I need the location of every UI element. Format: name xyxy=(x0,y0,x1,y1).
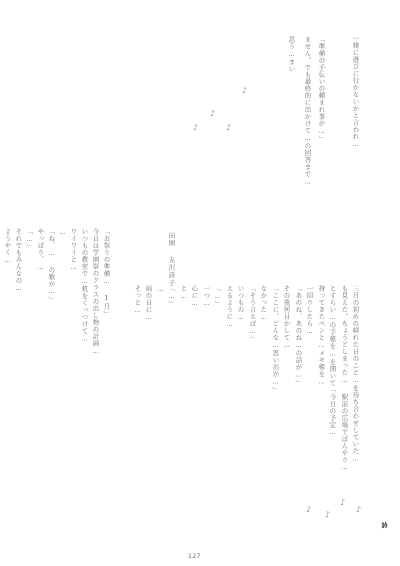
upper-note-3: ♪ xyxy=(210,109,216,118)
upper-column-3: 「準備の手伝いの頼まれ事が…」 xyxy=(317,36,326,143)
left-column-5: … xyxy=(58,228,67,237)
upper-note-4: ♪ xyxy=(193,123,199,132)
right-column-7: その後何日かして… xyxy=(282,285,291,350)
left-column-8: 「…」 xyxy=(25,228,34,251)
right-column-2: も見えた。ちょうどしまった… 駅前の広場でぼんやり… xyxy=(340,285,349,472)
upper-column-4: ません。でも最終的に出かけて…の回答まで… xyxy=(303,36,312,187)
left-column-2: 今日は学園祭のクラスの出し物の計画… xyxy=(91,228,100,356)
right-column-5: 一回りしたら… xyxy=(305,285,314,336)
right-column-3: とすらい…の手帳を…を開いて「今日の予定… xyxy=(328,285,337,437)
left-column-6: 「ね、… の歌が…」 xyxy=(47,228,56,303)
right-column-12: えるように… xyxy=(225,285,234,329)
right-column-18: … xyxy=(156,285,165,294)
right-column-1: 三月の初めの晴れた日のこと…を待ち合わせしていた… xyxy=(351,285,360,464)
left-column-9: それでもみんなの… xyxy=(14,228,23,293)
right-column-10: 「そう言えば…」 xyxy=(248,285,257,343)
upper-column-5: 思う…まい xyxy=(287,36,296,73)
upper-column-1: 一緒に遊びに行かないかと言われ… xyxy=(351,35,360,149)
right-column-19: 雨の日に… xyxy=(144,285,153,322)
right-column-14: 一つ… xyxy=(202,285,211,308)
right-note-1: ♪ xyxy=(356,505,362,514)
section-side-tab: 詩 xyxy=(380,522,387,528)
right-note-3: ♪ xyxy=(325,510,331,519)
left-column-3: いつもの教室で…机をくっつけて… xyxy=(80,228,89,344)
upper-note-1: ♪ xyxy=(242,86,248,95)
right-column-17: 「…」 xyxy=(167,285,176,308)
right-column-6: 「あのね、あのね…の話が…」 xyxy=(294,285,303,387)
left-column-4: ワイワイと… xyxy=(69,228,78,272)
author-line: 田園 友沢詩子 xyxy=(167,232,176,287)
right-column-15: 心に… xyxy=(190,285,199,308)
left-column-10: ようやく… xyxy=(3,228,12,265)
right-column-20: そっと… xyxy=(133,285,142,315)
right-column-9: なかった… xyxy=(259,285,268,322)
right-column-13: 「…」 xyxy=(213,285,222,308)
upper-note-2: ♪ xyxy=(226,123,232,132)
page-number: 127 xyxy=(188,553,201,560)
right-column-16: と… xyxy=(179,285,188,301)
left-column-7: やっぱり、… xyxy=(36,228,45,272)
right-column-8: 「ここに、どんな…思い出が…」 xyxy=(271,285,280,394)
left-column-1: 「お祭りの準備… 1月」 xyxy=(102,228,111,317)
right-column-11: いつもの… xyxy=(236,285,245,322)
right-note-4: ♪ xyxy=(306,505,312,514)
right-column-4: 持ってきたペンと…メモ帳を… xyxy=(317,285,326,387)
right-note-2: ♪ xyxy=(340,498,346,507)
